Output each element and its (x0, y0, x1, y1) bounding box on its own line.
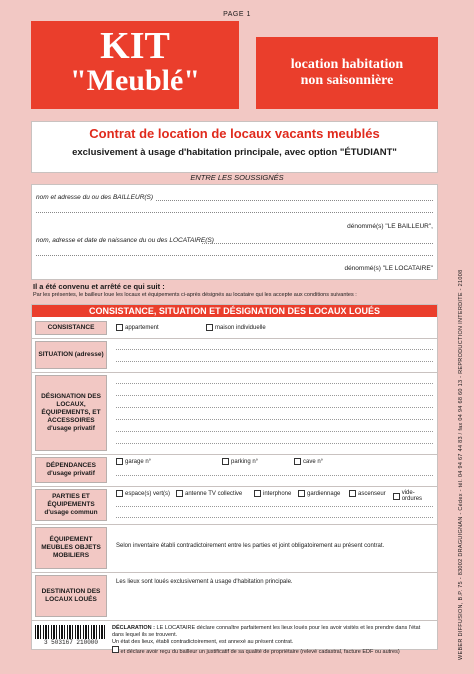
gardiennage-option: gardiennage (307, 490, 341, 497)
parties-communes-label: PARTIES ET ÉQUIPEMENTS d'usage commun (35, 489, 107, 521)
contract-subtitle: exclusivement à usage d'habitation principale, avec option "ÉTUDIANT" (72, 147, 397, 158)
barcode-bars (35, 625, 107, 639)
row-parties-communes (32, 487, 437, 523)
locataire-field-line-2[interactable] (36, 255, 433, 256)
tv-antenna-checkbox[interactable] (176, 490, 183, 497)
location-line-2: non saisonnière (300, 73, 394, 88)
garage-option: garage n° (125, 458, 152, 465)
interphone-checkbox[interactable] (254, 490, 261, 497)
page-number: PAGE 1 (223, 11, 251, 18)
destination-text: Les lieux sont loués exclusivement à usage d'habitation principale. (116, 579, 293, 585)
declaration-line-2: Un état des lieux, établi contradictoirement, est annexé au présent contrat. (112, 639, 294, 645)
declaration-block (112, 625, 433, 656)
kit-title: KIT (100, 25, 170, 67)
barcode-number: 3 503167 210000 (43, 639, 98, 646)
parking-option: parking n° (231, 458, 259, 465)
location-line-1: location habitation (290, 57, 404, 72)
designation-field-line-5[interactable] (116, 431, 433, 432)
contract-title-box (31, 121, 438, 173)
apartment-checkbox[interactable] (116, 324, 123, 331)
declaration-line-3: et déclare avoir reçu du bailleur un justificatif de sa qualité de propriétaire (relevé cadastral, facture EDF ou autres) (120, 649, 400, 655)
vide-ordures-option: vide-ordures (401, 490, 423, 502)
equipement-text: Selon inventaire établi contradictoirement entre les parties et joint obligatoirement au présent contrat. (116, 543, 385, 549)
bailleur-field-line-2[interactable] (36, 212, 433, 213)
location-type-banner (256, 37, 438, 109)
house-checkbox[interactable] (206, 324, 213, 331)
tv-antenna-option: antenne TV collective (185, 490, 243, 497)
premises-table-header: CONSISTANCE, SITUATION ET DÉSIGNATION DES LOCAUX LOUÉS (32, 305, 437, 317)
locataire-role: dénommé(s) "LE LOCATAIRE" (344, 265, 433, 272)
designation-field-line-1[interactable] (116, 383, 433, 384)
row-situation (32, 339, 437, 371)
cave-option: cave n° (303, 458, 324, 465)
dependances-label: DÉPENDANCES d'usage privatif (35, 457, 107, 483)
declaration-checkbox[interactable] (112, 646, 119, 653)
designation-label: DÉSIGNATION DES LOCAUX, ÉQUIPEMENTS, ET ACCESSOIRES d'usage privatif (35, 375, 107, 451)
ascenseur-checkbox[interactable] (349, 490, 356, 497)
vide-ordures-checkbox[interactable] (393, 493, 400, 500)
gardiennage-checkbox[interactable] (298, 490, 305, 497)
row-designation (32, 373, 437, 453)
ascenseur-option: ascenseur (358, 490, 386, 497)
meuble-title: "Meublé" (70, 64, 200, 97)
situation-field-line-1[interactable] (116, 349, 433, 350)
interphone-option: interphone (263, 490, 292, 497)
situation-field-line-2[interactable] (116, 361, 433, 362)
green-space-option: espace(s) vert(s) (125, 490, 171, 497)
row-destination (32, 573, 437, 619)
bailleur-field-line-1[interactable] (156, 200, 433, 201)
locataire-label: nom, adresse et date de naissance du ou des LOCATAIRE(S) (36, 237, 214, 244)
bailleur-role: dénommé(s) "LE BAILLEUR", (347, 223, 433, 230)
row-equipement (32, 525, 437, 571)
publisher-side-text: WEBER DIFFUSION, B.P. 75 - 83002 DRAGUIGNAN - Cédex - tél. 04 94 67 44 83 / fax 04 94 68 60 13 - REPRODUCTION INTERDITE - 21008 (458, 269, 464, 660)
locataire-field-line-1[interactable] (202, 243, 433, 244)
designation-field-line-2[interactable] (116, 395, 433, 396)
dependances-field-line[interactable] (116, 475, 433, 476)
consistance-label: CONSISTANCE (35, 321, 107, 335)
equipement-label: ÉQUIPEMENT MEUBLES OBJETS MOBILIERS (35, 527, 107, 569)
situation-label: SITUATION (adresse) (35, 341, 107, 369)
soussignes-heading: ENTRE LES SOUSSIGNÉS (190, 173, 284, 182)
declaration-title: DÉCLARATION : (112, 625, 155, 631)
designation-field-line-3[interactable] (116, 407, 433, 408)
row-dependances (32, 455, 437, 485)
barcode (35, 625, 107, 647)
agreement-heading: Il a été convenu et arrêté ce qui suit : (33, 282, 165, 291)
premises-table (31, 304, 438, 655)
apartment-option: appartement (125, 324, 159, 331)
row-consistance (32, 319, 437, 337)
parties-field-line-2[interactable] (116, 517, 433, 518)
garage-checkbox[interactable] (116, 458, 123, 465)
parking-checkbox[interactable] (222, 458, 229, 465)
bailleur-label: nom et adresse du ou des BAILLEUR(S) (36, 194, 154, 201)
declaration-line-1: LE LOCATAIRE déclare connaître parfaitement les lieux loués pour les avoir visités et les prendre dans l'état dans lequel ils se trouvent. (112, 625, 421, 638)
designation-field-line-4[interactable] (116, 419, 433, 420)
house-option: maison individuelle (215, 324, 266, 331)
cave-checkbox[interactable] (294, 458, 301, 465)
designation-field-line-6[interactable] (116, 443, 433, 444)
destination-label: DESTINATION DES LOCAUX LOUÉS (35, 575, 107, 617)
green-space-checkbox[interactable] (116, 490, 123, 497)
parties-field-line-1[interactable] (116, 506, 433, 507)
parties-box (31, 184, 438, 280)
agreement-intro: Par les présentes, le bailleur loue les locaux et équipements ci-après désignés au locataire qui les accepte aux conditions suivantes : (33, 292, 357, 298)
contract-title: Contrat de location de locaux vacants meublés (89, 126, 380, 141)
kit-meuble-banner (31, 21, 239, 109)
